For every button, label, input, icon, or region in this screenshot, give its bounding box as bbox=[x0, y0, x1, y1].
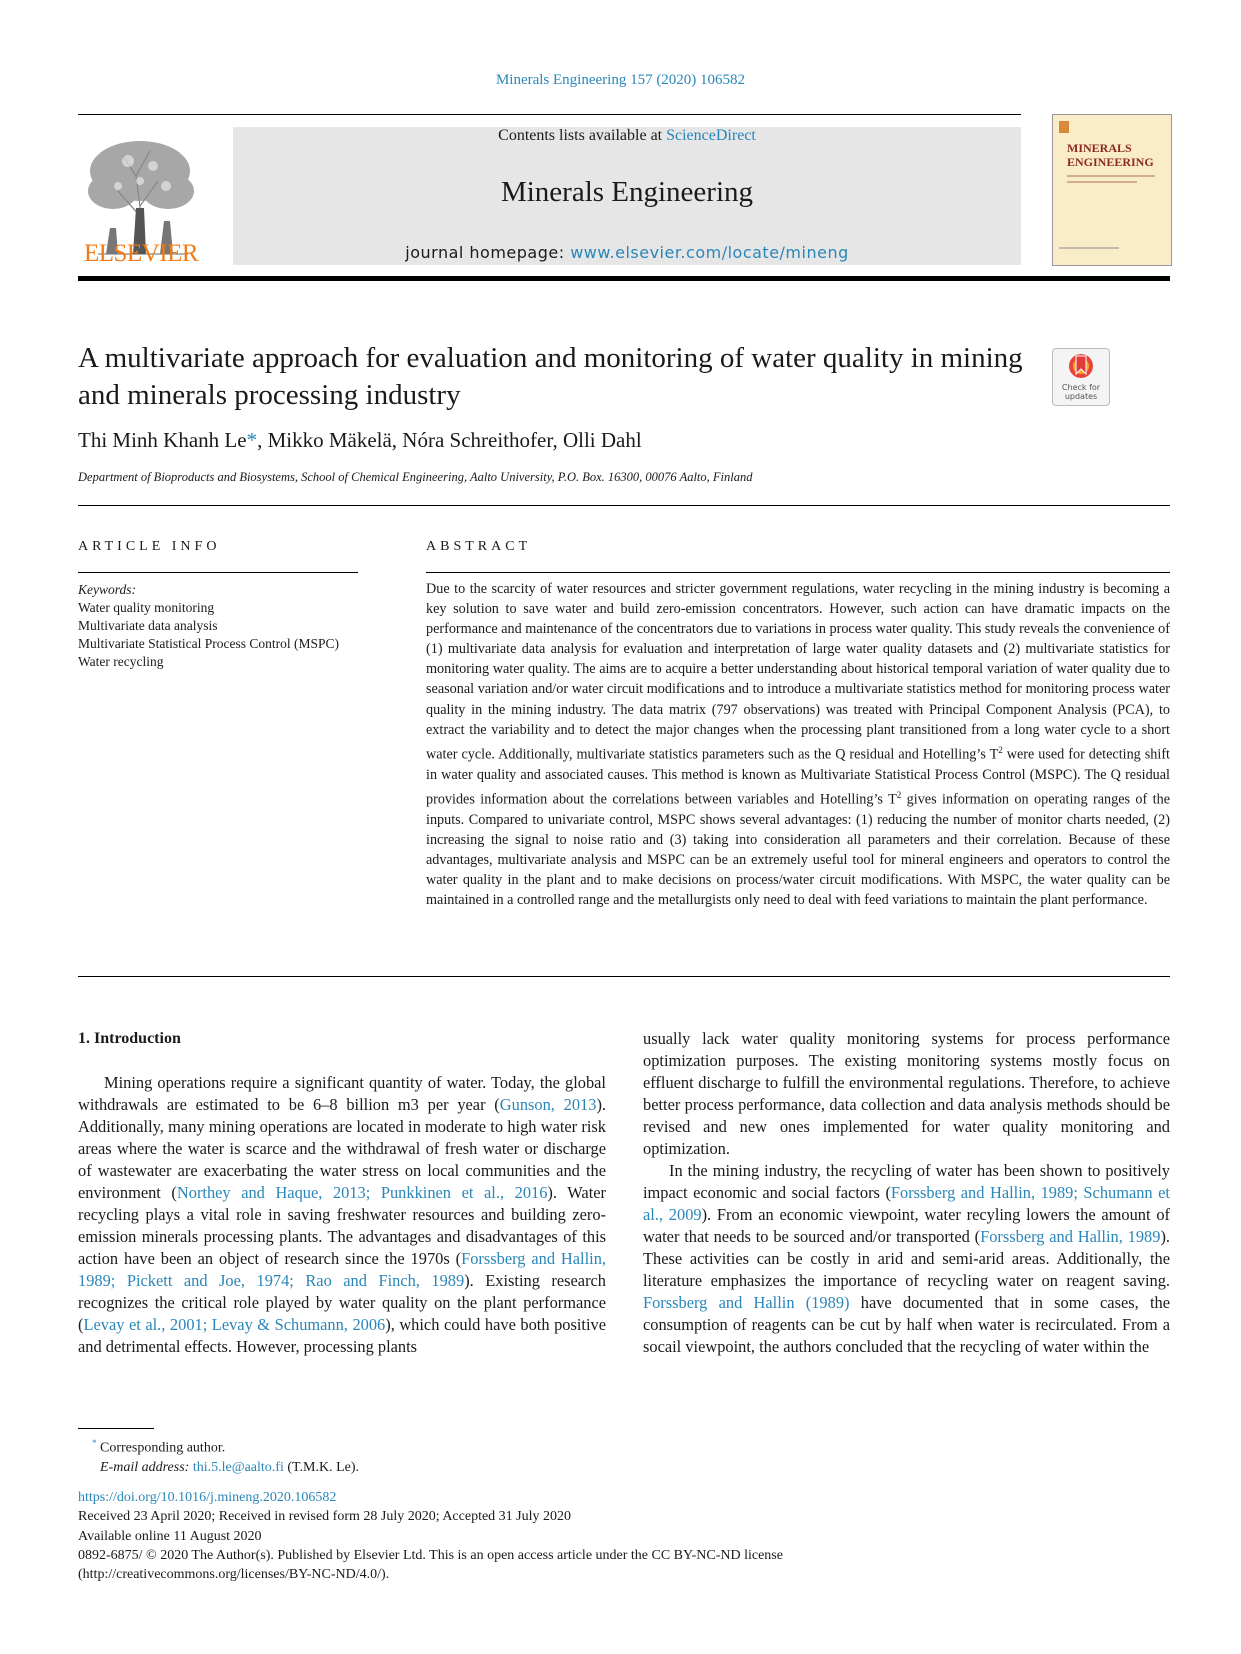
intro-paragraph-2: In the mining industry, the recycling of water has been shown to positively impact economic and social factors (Forssberg and Hallin, 1989; Schumann et al., 2009). From an economic viewpoint, water recyling lowers the amount of water that needs to be sourced and/or transported (Forssberg and Hallin, 1989). These activities can be costly in arid and semi-arid areas. Additionally, the literature emphasizes the importance of recycling water on reagent saving. Forssberg and Hallin (1989) have documented that in some cases, the consumption of reagents can be cut by half when water is recirculated. From a socail viewpoint, the authors concluded that the recycling of water within the bbox=[643, 1161, 1171, 1356]
body-column-left bbox=[78, 1072, 606, 1358]
cover-text-line bbox=[1067, 175, 1155, 177]
keyword-item: Water recycling bbox=[78, 654, 164, 669]
header-thick-rule bbox=[78, 276, 1170, 281]
keywords-label: Keywords: bbox=[78, 582, 136, 597]
license-url: (http://creativecommons.org/licenses/BY-NC-ND/4.0/). bbox=[78, 1567, 390, 1583]
citation-link[interactable]: Forssberg and Hallin (1989) bbox=[643, 1293, 850, 1312]
corresponding-author-marker[interactable]: * bbox=[246, 428, 258, 452]
keyword-item: Multivariate Statistical Process Control (MSPC) bbox=[78, 636, 339, 651]
abstract-rule bbox=[426, 572, 1170, 573]
keywords-block bbox=[78, 581, 368, 671]
abstract-heading: ABSTRACT bbox=[426, 539, 532, 554]
intro-paragraph-1: Mining operations require a significant quantity of water. Today, the global withdrawals are estimated to be 6–8 billion m3 per year (Gunson, 2013). Additionally, many mining operations are located in moderate to high water risk areas where the water is scarce and the withdrawal of fresh water or discharge of wastewater are exacerbating the water stress on local communities and the environment (Northey and Haque, 2013; Punkkinen et al., 2016). Water recycling plays a vital role in saving freshwater resources and building zero-emission minerals processing plants. The advantages and disadvantages of this action have been an object of research since the 1970s (Forssberg and Hallin, 1989; Pickett and Joe, 1974; Rao and Finch, 1989). Existing research recognizes the critical role played by water quality on the plant performance (Levay et al., 2001; Levay & Schumann, 2006), which could have both positive and detrimental effects. However, processing plants bbox=[78, 1073, 606, 1356]
citation-link[interactable]: Levay et al., 2001; Levay & Schumann, 2006 bbox=[83, 1315, 386, 1334]
received-dates: Received 23 April 2020; Received in revised form 28 July 2020; Accepted 31 July 2020 bbox=[78, 1509, 572, 1525]
citation-link[interactable]: Northey and Haque, 2013; Punkkinen et al., 2016 bbox=[176, 1183, 548, 1202]
doi-link[interactable]: https://doi.org/10.1016/j.mineng.2020.106582 bbox=[78, 1490, 337, 1505]
journal-name: Minerals Engineering bbox=[500, 176, 754, 208]
license-statement: 0892-6875/ © 2020 The Author(s). Published by Elsevier Ltd. This is an open access article under the CC BY-NC-ND license bbox=[78, 1547, 783, 1563]
check-for-updates-badge[interactable] bbox=[1052, 348, 1110, 406]
author-list: Thi Minh Khanh Le*, Mikko Mäkelä, Nóra Schreithofer, Olli Dahl bbox=[78, 428, 642, 452]
section-rule bbox=[78, 505, 1170, 506]
intro-paragraph-1-continued: usually lack water quality monitoring systems for process performance optimization purposes. The existing monitoring systems mostly focus on effluent discharge to fulfill the environmental regulations. Therefore, to achieve better process performance, data collection and data analysis methods should be revised and new ones implemented for water quality monitoring and optimization. bbox=[643, 1029, 1170, 1158]
cover-title: MINERALS ENGINEERING bbox=[1067, 141, 1154, 169]
author-email-link[interactable]: thi.5.le@aalto.fi bbox=[192, 1459, 284, 1475]
article-title: A multivariate approach for evaluation and monitoring of water quality in mining and minerals processing industry bbox=[78, 342, 1023, 411]
abstract-text: Due to the scarcity of water resources and stricter government regulations, water recycling in the mining industry is becoming a key solution to save water and build zero-emission concentrators. However, such action can have dramatic impacts on the performance and maintenance of the concentrators due to variations in process water quality. This study reveals the convenience of (1) multivariate data analysis for evaluation and interpretation of large water quality datasets and (2) multivariate statistics for monitoring water quality. The aims are to acquire a better understanding about historical temporal variation of water quality due to seasonal variation and/or water circuit modifications and to introduce a multivariate statistics method for monitoring process water quality in the mining industry. The data matrix (797 observations) was treated with Principal Component Analysis (PCA), to extract the variability and to detect the major changes when the processing plant transitioned from a long water cycle to a short water cycle. Additionally, multivariate statistics parameters such as the Q residual and Hotelling’s $T^2$ were used for detecting shift in water quality and associated causes. This method is known as Multivariate Statistical Process Control (MSPC). The Q residual provides information about the correlations between variables and Hotelling’s $T^2$ gives information on operating ranges of the inputs. Compared to univariate control, MSPC shows several advantages: (1) reducing the number of monitor charts needed, (2) increasing the signal to noise ratio and (3) taking into consideration all parameters and their correlation. Because of these advantages, multivariate analysis and MSPC can be an extremely useful tool for mineral engineers and operators to control the water quality in the plant and to make decisions on process/water circuit modifications. With MSPC, the water quality can be maintained in a controlled range and the metallurgists only need to deal with feed variations to maintain the plant performance. bbox=[426, 581, 1170, 908]
article-info-rule bbox=[78, 572, 358, 573]
cover-text-line bbox=[1059, 247, 1119, 249]
article-info-heading: ARTICLE INFO bbox=[78, 539, 221, 554]
footnote-marker: * bbox=[92, 1438, 97, 1448]
citation-link[interactable]: Gunson, 2013 bbox=[499, 1095, 597, 1114]
introduction-heading: 1. Introduction bbox=[78, 1030, 181, 1047]
elsevier-wordmark: ELSEVIER bbox=[83, 240, 199, 267]
journal-homepage-line: journal homepage: www.elsevier.com/locate/mineng bbox=[405, 243, 849, 262]
contents-available-line: Contents lists available at ScienceDirect bbox=[498, 127, 756, 144]
available-online-date: Available online 11 August 2020 bbox=[78, 1528, 262, 1544]
footnote-rule bbox=[78, 1428, 154, 1429]
header-top-rule bbox=[78, 114, 1021, 115]
journal-homepage-link[interactable]: www.elsevier.com/locate/mineng bbox=[570, 243, 849, 262]
citation-link[interactable]: Forssberg and Hallin, 1989; Schumann et al., 2009 bbox=[643, 1183, 1170, 1224]
corresponding-author-footnote: * Corresponding author. E-mail address: thi.5.le@aalto.fi (T.M.K. Le). bbox=[92, 1438, 360, 1475]
citation-link[interactable]: Forssberg and Hallin, 1989 bbox=[980, 1227, 1161, 1246]
keyword-item: Water quality monitoring bbox=[78, 600, 215, 615]
check-for-updates-label: Check for updates bbox=[1061, 383, 1101, 401]
cover-text-line bbox=[1067, 181, 1137, 183]
journal-reference-link[interactable]: Minerals Engineering 157 (2020) 106582 bbox=[495, 72, 746, 88]
cover-logo-icon bbox=[1059, 121, 1069, 133]
section-rule bbox=[78, 976, 1170, 977]
citation-link[interactable]: Forssberg and Hallin, 1989; Pickett and Joe, 1974; Rao and Finch, 1989 bbox=[78, 1249, 606, 1290]
bookmark-ribbon-icon bbox=[1066, 352, 1096, 382]
keyword-item: Multivariate data analysis bbox=[78, 618, 218, 633]
author-affiliation: Department of Bioproducts and Biosystems, School of Chemical Engineering, Aalto University, P.O. Box. 16300, 00076 Aalto, Finland bbox=[78, 470, 753, 484]
journal-cover-thumbnail[interactable] bbox=[1052, 114, 1172, 266]
body-column-right bbox=[643, 1028, 1170, 1358]
publication-info bbox=[78, 1488, 783, 1584]
sciencedirect-link[interactable]: ScienceDirect bbox=[666, 127, 756, 144]
